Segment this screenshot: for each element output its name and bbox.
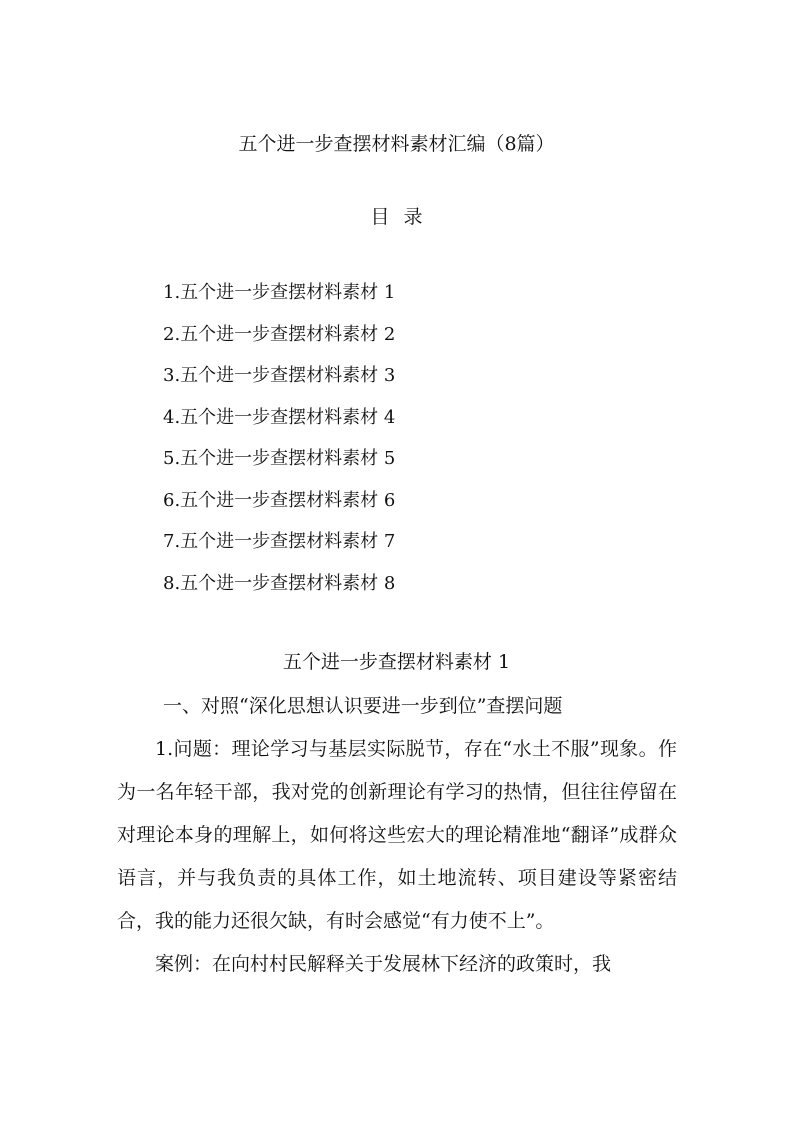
- toc-item: 1.五个进一步查摆材料素材 1: [163, 282, 396, 303]
- section-body: [117, 685, 677, 986]
- toc-heading: 目录: [370, 206, 437, 228]
- toc-item: 8.五个进一步查摆材料素材 8: [163, 572, 396, 594]
- toc-item: 6.五个进一步查摆材料素材 6: [163, 489, 396, 511]
- section-heading: 一、对照“深化思想认识要进一步到位”查摆问题: [163, 695, 563, 717]
- table-of-contents: [163, 272, 395, 604]
- toc-item: 7.五个进一步查摆材料素材 7: [163, 531, 396, 552]
- section-title: 五个进一步查摆材料素材 1: [282, 651, 511, 673]
- toc-item: 5.五个进一步查摆材料素材 5: [163, 448, 396, 469]
- toc-item: 4.五个进一步查摆材料素材 4: [163, 406, 396, 428]
- toc-item: 2.五个进一步查摆材料素材 2: [163, 323, 396, 345]
- body-paragraph: 1.问题：理论学习与基层实际脱节，存在“水土不服”现象。作为一名年轻干部，我对党的创新理论有学习的热情，但往往停留在对理论本身的理解上，如何将这些宏大的理论精准地“翻译”成群众语言，并与我负责的具体工作，如土地流转、项目建设等紧密结合，我的能力还很欠缺，有时会感觉“有力使不上”。: [117, 738, 677, 932]
- toc-item: 3.五个进一步查摆材料素材 3: [163, 365, 396, 386]
- document-title: 五个进一步查摆材料素材汇编（8篇）: [238, 133, 555, 155]
- body-paragraph: 案例：在向村村民解释关于发展林下经济的政策时，我: [155, 953, 612, 975]
